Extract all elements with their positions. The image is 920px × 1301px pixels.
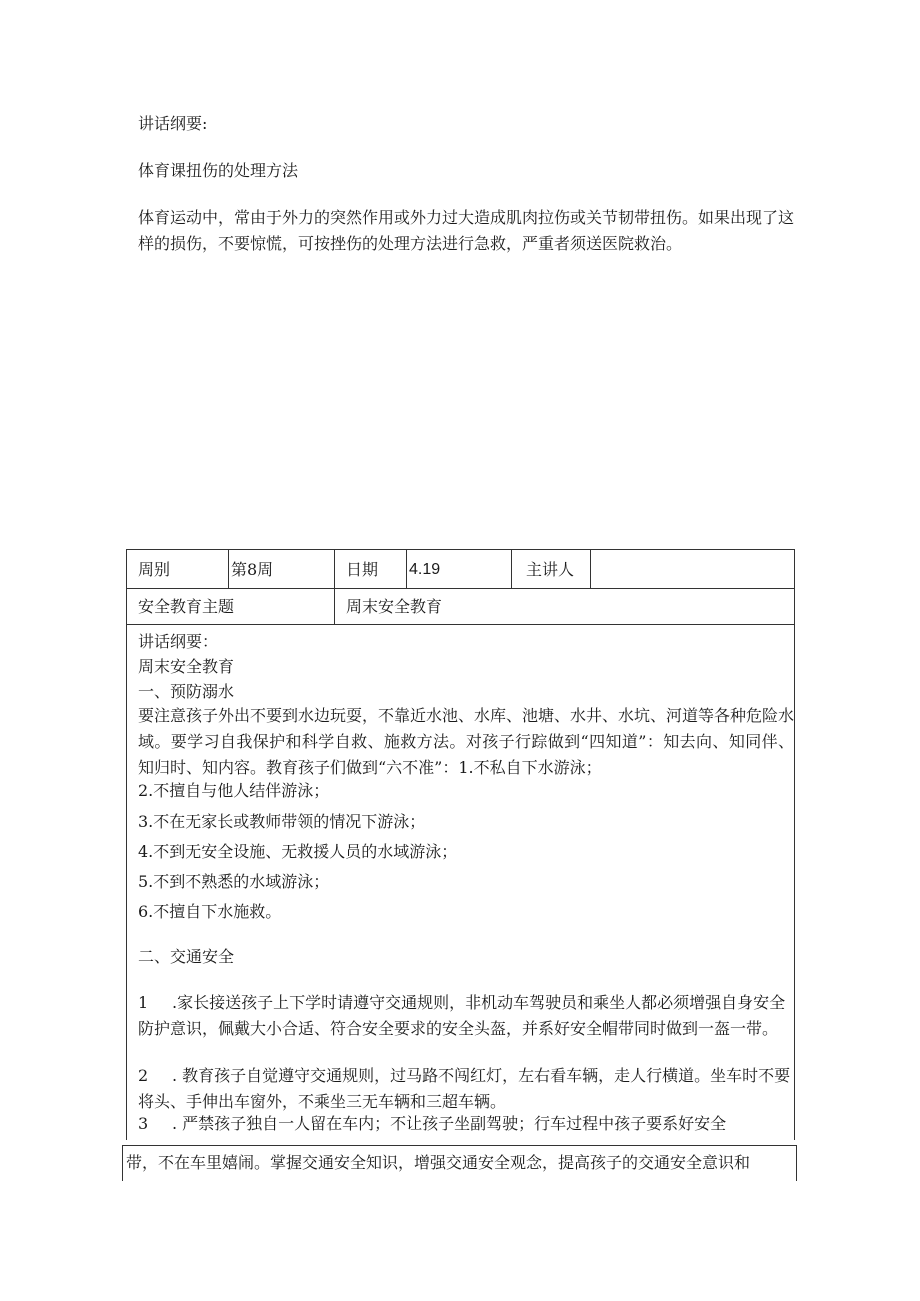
continuation-border-left: [122, 1145, 123, 1181]
table-divider-1: [228, 549, 229, 588]
table-border-row2: [126, 624, 794, 625]
table-divider-2: [334, 549, 335, 624]
traffic-item-2-text: . 教育孩子自觉遵守交通规则，过马路不闯红灯，左右看车辆，走人行横道。坐车时不要将头、手伸出车窗外，不乘坐三无车辆和三超车辆。: [138, 1066, 791, 1111]
table-divider-5: [590, 549, 591, 588]
rule-6: 6.不擅自下水施救。: [138, 902, 282, 921]
speaker-label: 主讲人: [526, 560, 575, 579]
traffic-item-2-number: 2: [138, 1066, 149, 1085]
table-divider-3: [406, 549, 407, 588]
continuation-border-top: [122, 1145, 796, 1146]
continuation-border-right: [796, 1145, 797, 1181]
week-label: 周别: [138, 560, 171, 579]
table-border-row1: [126, 588, 794, 589]
date-value: 4.19: [409, 561, 441, 578]
theme-label: 安全教育主题: [138, 597, 235, 616]
section1-paragraph: 要注意孩子外出不要到水边玩耍，不靠近水池、水库、池塘、水井、水坑、河道等各种危险水域。要学习自我保护和科学自救、施救方法。对孩子行踪做到“四知道”：知去向、知同伴、知归时、知内容。教育孩子们做到“六不准”：1.不私自下水游泳；: [138, 706, 795, 777]
lesson-paragraph: 体育运动中，常由于外力的突然作用或外力过大造成肌肉拉伤或关节韧带扭伤。如果出现了这样的损伤，不要惊慌，可按挫伤的处理方法进行急救，严重者须送医院救治。: [138, 208, 795, 253]
outline-heading: 讲话纲要:: [138, 114, 208, 133]
rule-2: 2.不擅自与他人结伴游泳；: [138, 781, 330, 800]
rule-5: 5.不到不熟悉的水域游泳；: [138, 872, 330, 891]
table-border-top: [126, 549, 794, 550]
traffic-item-3: [138, 1111, 794, 1137]
lesson-title: 体育课扭伤的处理方法: [138, 161, 299, 180]
date-label: 日期: [346, 560, 379, 579]
table-border-left: [126, 549, 127, 1140]
traffic-item-1-number: 1: [138, 993, 149, 1012]
traffic-item-1: [138, 990, 794, 1042]
content-heading: 讲话纲要：: [138, 632, 219, 651]
table-divider-4: [511, 549, 512, 588]
section2-title: 二、交通安全: [138, 947, 235, 966]
content-title: 周末安全教育: [138, 657, 235, 676]
traffic-item-3-text: . 严禁孩子独自一人留在车内；不让孩子坐副驾驶；行车过程中孩子要系好安全: [172, 1114, 727, 1133]
traffic-item-3-number: 3: [138, 1114, 149, 1133]
section1-title: 一、预防溺水: [138, 682, 235, 701]
week-value: 第8周: [231, 560, 274, 579]
traffic-item-1-text: .家长接送孩子上下学时请遵守交通规则，非机动车驾驶员和乘坐人都必须增强自身安全防护意识，佩戴大小合适、符合安全要求的安全头盔，并系好安全帽带同时做到一盔一带。: [138, 993, 786, 1038]
traffic-item-2: [138, 1063, 794, 1115]
continuation-text: 带，不在车里嬉闹。掌握交通安全知识，增强交通安全观念，提高孩子的交通安全意识和: [126, 1153, 751, 1172]
theme-value: 周末安全教育: [346, 597, 443, 616]
rule-4: 4.不到无安全设施、无救援人员的水域游泳；: [138, 842, 458, 861]
table-border-right: [794, 549, 795, 1140]
rule-3: 3.不在无家长或教师带领的情况下游泳；: [138, 812, 426, 831]
